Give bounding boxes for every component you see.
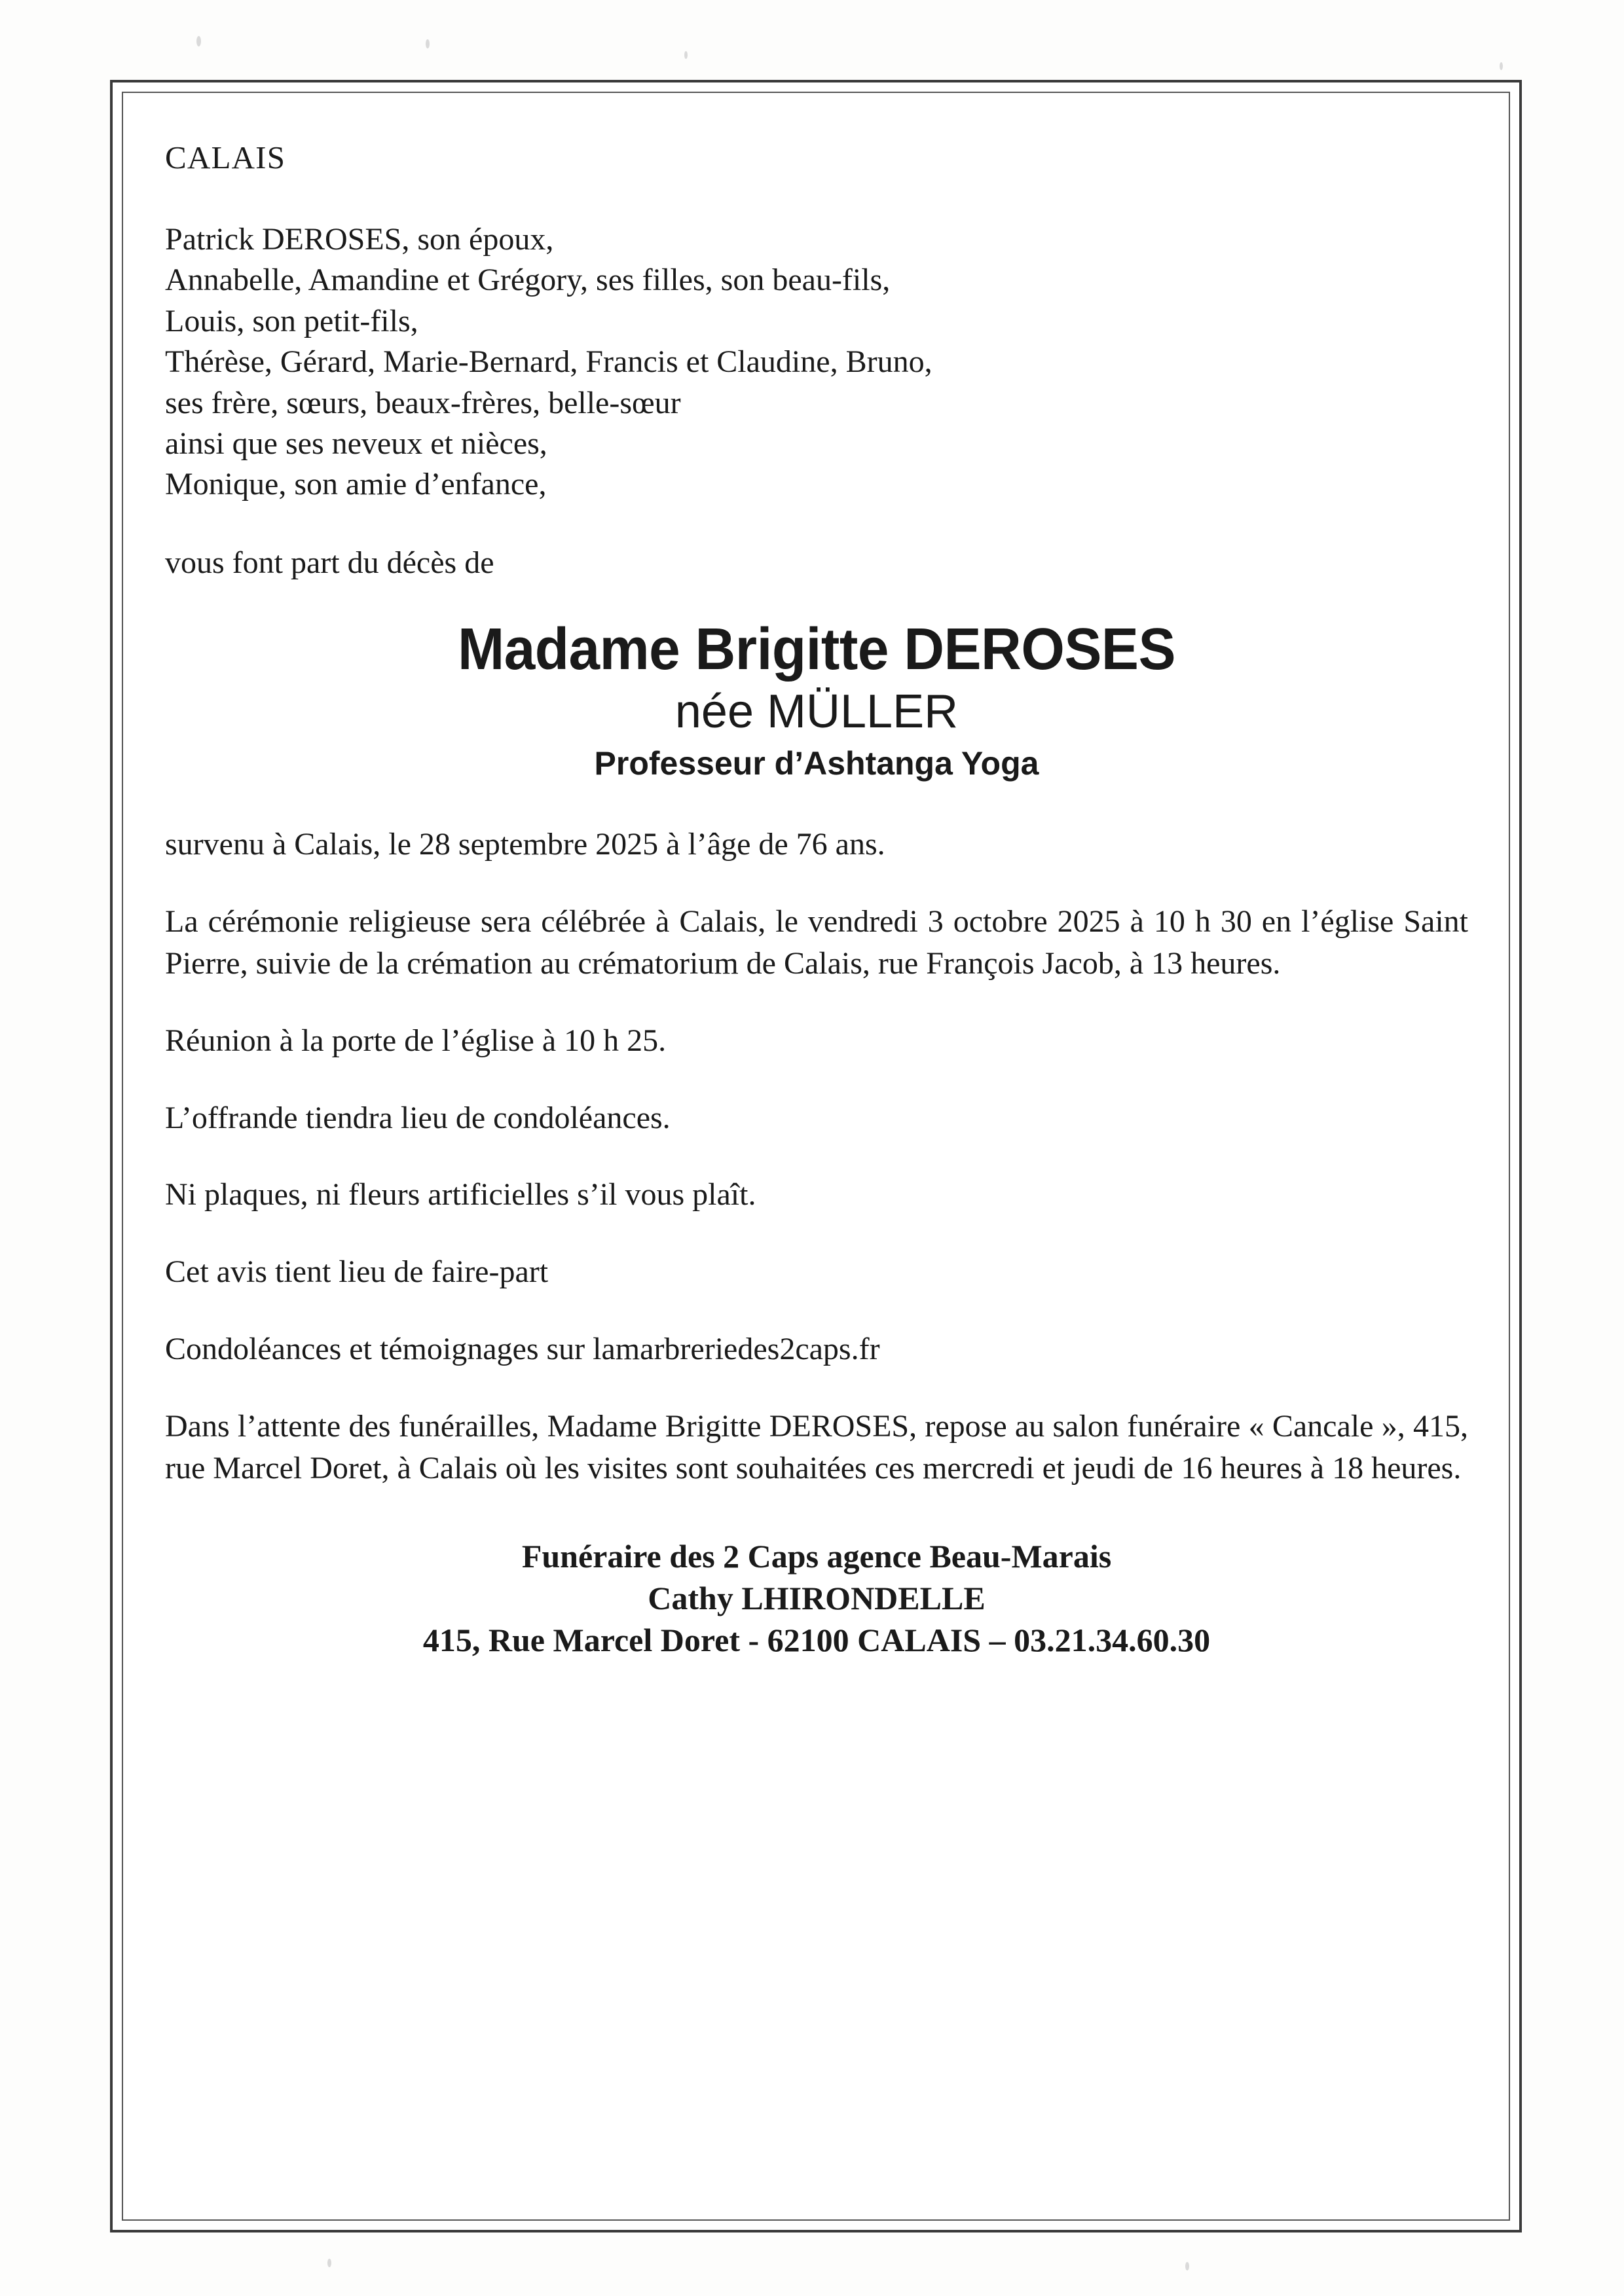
deceased-name: Madame Brigitte DEROSES [457,616,1176,682]
death-line: survenu à Calais, le 28 septembre 2025 à l’âge de 76 ans. [165,827,885,862]
repose-paragraph: Dans l’attente des funérailles, Madame Brigitte DEROSES, repose au salon funéraire « Cancale », 415, rue Marcel Doret, à Calais où les visites sont souhaitées ces mercredi et jeudi de 16 heures à 18 heures. [165,1408,1468,1485]
footer-agency: Funéraire des 2 Caps agence Beau-Marais [521,1537,1112,1575]
family-line: Louis, son petit-fils, [165,303,418,338]
family-line: Patrick DEROSES, son époux, [165,222,554,257]
no-flowers-line: Ni plaques, ni fleurs artificielles s’il vous plaît. [165,1177,756,1212]
funeral-home-footer [165,1535,1468,1661]
footer-address: 415, Rue Marcel Doret - 62100 CALAIS – 03.21.34.60.30 [422,1621,1211,1658]
family-line: Annabelle, Amandine et Grégory, ses filles, son beau-fils, [165,263,891,298]
scan-artifact [196,36,201,46]
deceased-maiden-name: née MÜLLER [674,685,959,738]
scan-artifact [327,2259,331,2267]
scan-artifact [1185,2262,1189,2270]
scan-artifact [426,39,430,48]
condolences-line: Condoléances et témoignages sur lamarbreriedes2caps.fr [165,1332,880,1367]
family-line: Thérèse, Gérard, Marie-Bernard, Francis et Claudine, Bruno, [165,344,932,380]
city-heading: CALAIS [165,139,286,175]
scan-artifact [1500,62,1503,70]
footer-contact: Cathy LHIRONDELLE [648,1579,986,1616]
family-line: ses frère, sœurs, beaux-frères, belle-sœur [165,385,681,420]
family-line: ainsi que ses neveux et nièces, [165,426,547,461]
offering-line: L’offrande tiendra lieu de condoléances. [165,1100,671,1135]
faire-part-line: Cet avis tient lieu de faire-part [165,1254,549,1290]
deceased-block [165,616,1468,782]
notice-content [165,139,1468,1661]
family-line: Monique, son amie d’enfance, [165,467,547,502]
deceased-role: Professeur d’Ashtanga Yoga [594,745,1039,782]
meeting-line: Réunion à la porte de l’église à 10 h 25. [165,1023,667,1058]
ceremony-paragraph: La cérémonie religieuse sera célébrée à Calais, le vendredi 3 octobre 2025 à 10 h 30 en l’église Saint Pierre, suivie de la crémation au crématorium de Calais, rue François Jacob, à 13 heures. [165,904,1468,981]
announcement-line: vous font part du décès de [165,545,494,580]
scan-artifact [684,51,688,59]
family-list [165,219,1468,505]
